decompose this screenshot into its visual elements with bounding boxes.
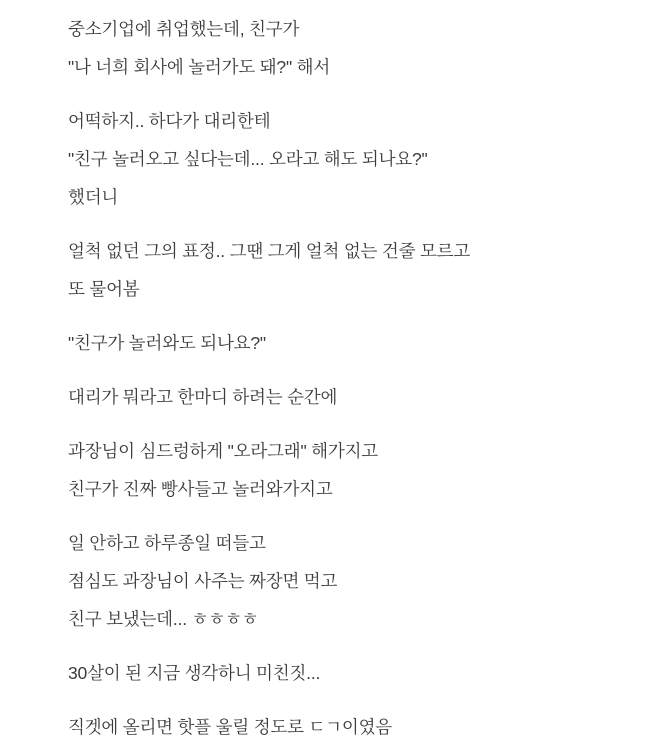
paragraph-spacer: [0, 692, 666, 708]
text-line: 또 물어봄: [68, 279, 140, 299]
paragraph: [0, 102, 666, 216]
text-body: [0, 10, 666, 746]
text-line: 중소기업에 취업했는데, 친구가: [68, 19, 300, 39]
paragraph-spacer: [0, 638, 666, 654]
text-line: 친구 보냈는데... ㅎㅎㅎㅎ: [68, 609, 259, 629]
paragraph: [0, 324, 666, 362]
text-line: "나 너희 회사에 놀러가도 돼?" 해서: [68, 57, 331, 77]
paragraph-spacer: [0, 86, 666, 102]
paragraph: [0, 432, 666, 508]
text-line: 친구가 진짜 빵사들고 놀러와가지고: [68, 479, 333, 499]
paragraph-spacer: [0, 416, 666, 432]
text-line: 일 안하고 하루종일 떠들고: [68, 533, 266, 553]
paragraph-spacer: [0, 508, 666, 524]
paragraph: [0, 232, 666, 308]
text-line: 얼척 없던 그의 표정.. 그땐 그게 얼척 없는 건줄 모르고: [68, 241, 471, 261]
text-line: 30살이 된 지금 생각하니 미친짓...: [68, 663, 321, 683]
paragraph: [0, 10, 666, 86]
paragraph: [0, 708, 666, 746]
paragraph-spacer: [0, 308, 666, 324]
paragraph-spacer: [0, 216, 666, 232]
text-line: 점심도 과장님이 사주는 짜장면 먹고: [68, 571, 338, 591]
text-line: 과장님이 심드렁하게 "오라그래" 해가지고: [68, 441, 378, 461]
text-line: "친구 놀러오고 싶다는데... 오라고 해도 되나요?": [68, 149, 428, 169]
text-line: 직겟에 올리면 핫플 울릴 정도로 ㄷㄱ이였음: [68, 717, 392, 737]
paragraph-spacer: [0, 362, 666, 378]
text-line: "친구가 놀러와도 되나요?": [68, 333, 266, 353]
text-line: 대리가 뭐라고 한마디 하려는 순간에: [68, 387, 338, 407]
text-line: 했더니: [68, 187, 119, 207]
paragraph: [0, 378, 666, 416]
paragraph: [0, 524, 666, 638]
text-line: 어떡하지.. 하다가 대리한테: [68, 111, 271, 131]
